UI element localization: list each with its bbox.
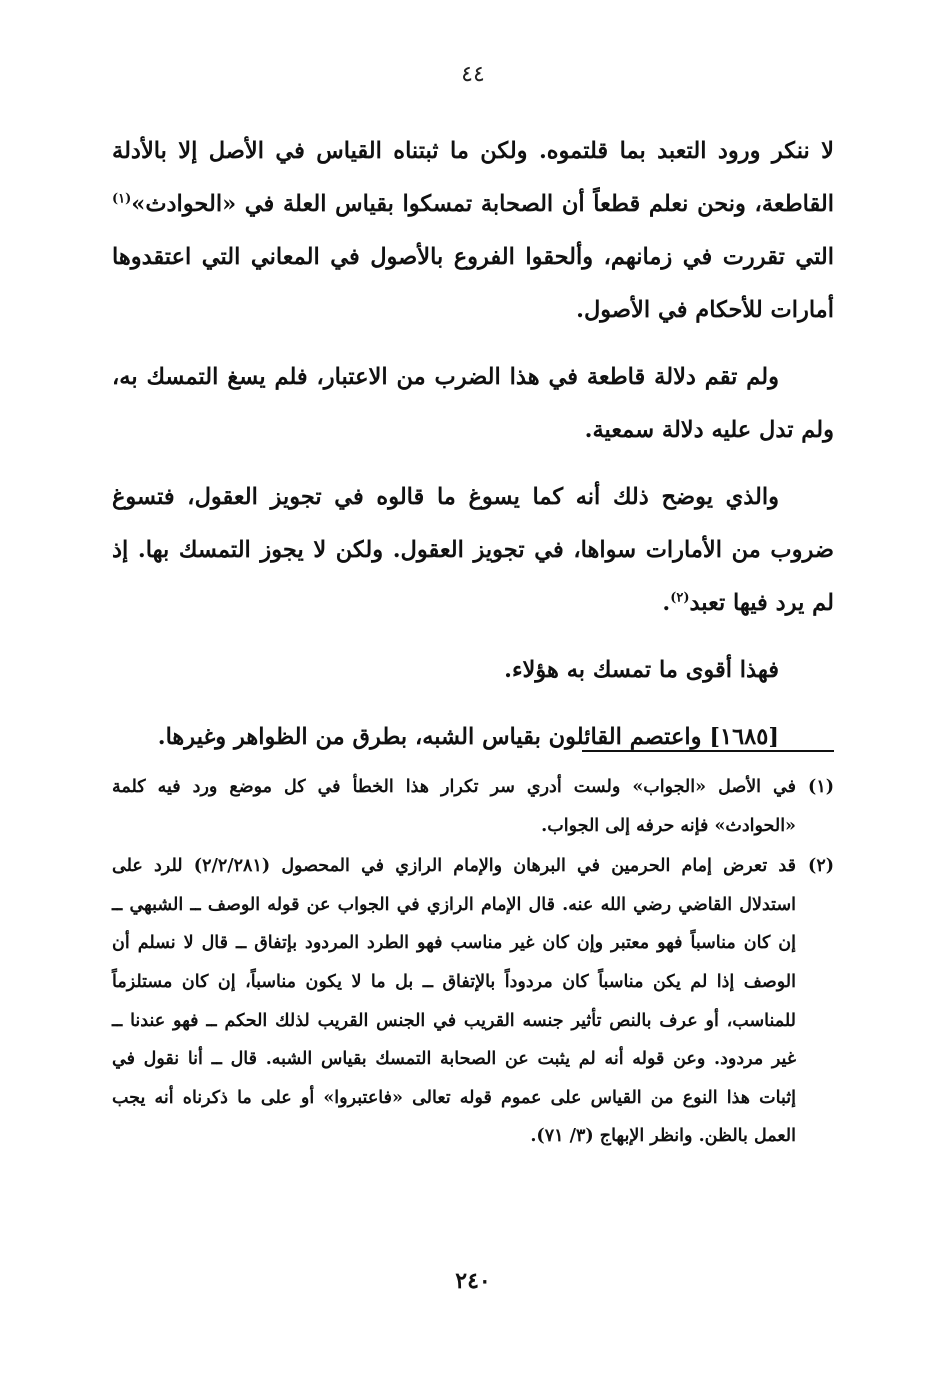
main-text <box>112 125 834 778</box>
paragraph-4 <box>112 644 834 697</box>
footnote-number: (٢) <box>808 856 834 877</box>
header-mark: ٤٤ <box>461 62 485 87</box>
paragraph-2 <box>112 351 834 457</box>
paragraph-text: والذي يوضح ذلك أنه كما يسوغ ما قالوه في تجويز العقول، فتسوغ ضروب من الأمارات سواها، في تجويز العقول. ولكن لا يجوز التمسك بها. إذ لم يرد فيها تعبد <box>112 484 834 616</box>
footnote-ref: (١) <box>112 191 132 207</box>
paragraph-text: لا ننكر ورود التعبد بما قلتموه. ولكن ما ثبتناه القياس في الأصل إلا بالأدلة القاطعة، ونحن نعلم قطعاً أن الصحابة تمسكوا بقياس العلة في «الحوادث» <box>112 138 834 217</box>
paragraph-5 <box>112 711 834 764</box>
footnote-text: في الأصل «الجواب» ولست أدري سر تكرار هذا الخطأ في كل موضع ورد فيه كلمة «الحوادث» فإنه حرفه إلى الجواب. <box>112 777 796 836</box>
paragraph-text-continued: . <box>662 590 671 616</box>
footnote-1 <box>112 768 834 845</box>
paragraph-text-continued: التي تقررت في زمانهم، وألحقوا الفروع بالأصول في المعاني التي اعتقدوها أمارات للأحكام في الأصول. <box>112 244 834 323</box>
page-number: ٢٤٠ <box>455 1268 491 1294</box>
footnote-2 <box>112 847 834 1156</box>
paragraph-text: [١٦٨٥] واعتصم القائلون بقياس الشبه، بطرق من الظواهر وغيرها. <box>157 724 779 750</box>
paragraph-text: فهذا أقوى ما تمسك به هؤلاء. <box>504 657 779 683</box>
paragraph-text: ولم تقم دلالة قاطعة في هذا الضرب من الاعتبار، فلم يسغ التمسك به، ولم تدل عليه دلالة سمعية. <box>112 364 834 443</box>
footnote-ref: (٢) <box>670 590 690 606</box>
footnote-separator <box>582 750 834 752</box>
paragraph-3 <box>112 471 834 630</box>
footnote-text: قد تعرض إمام الحرمين في البرهان والإمام الرازي في المحصول (٢/٢/٢٨١) للرد على استدلال القاضي رضي الله عنه. قال الإمام الرازي في الجواب عن قوله الوصف ــ الشبهي ــ إن كان مناسباً فهو معتبر وإن كان غير مناسب فهو الطرد المردود بإتفاق ــ قال لا نسلم أن الوصف إذا لم يكن مناسباً كان مردوداً بالإتفاق ــ بل ما لا يكون مناسباً، إن كان مستلزماً للمناسب، أو عرف بالنص تأثير جنسه القريب في الجنس القريب لذلك الحكم ــ فهو عندنا ــ غير مردود. وعن قوله أنه لم يثبت عن الصحابة التمسك بقياس الشبه. قال ــ أنا نقول في إثبات هذا النوع من القياس على عموم قوله تعالى «فاعتبروا» أو على ما ذكرناه أنه يجب العمل بالظن. وانظر الإبهاج (٣/ ٧١). <box>112 856 796 1147</box>
footnote-number: (١) <box>808 777 834 797</box>
paragraph-1 <box>112 125 834 337</box>
footnotes <box>112 768 834 1158</box>
